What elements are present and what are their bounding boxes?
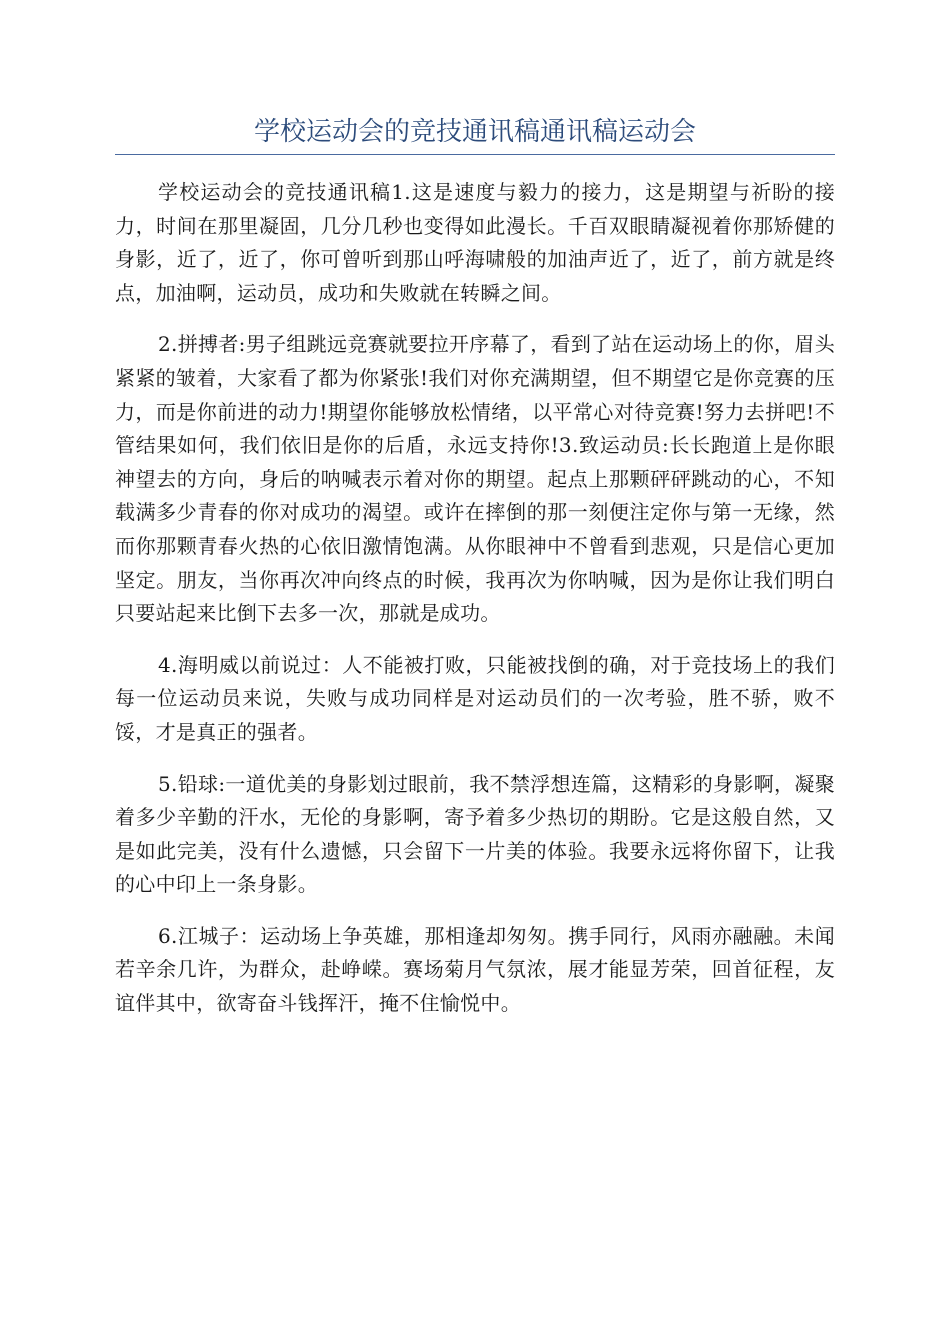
paragraph-4: 5.铅球:一道优美的身影划过眼前，我不禁浮想连篇，这精彩的身影啊，凝聚着多少辛勤的汗水，无伦的身影啊，寄予着多少热切的期盼。它是这般自然，又是如此完美，没有什么遗憾，只会留下一片美的体验。我要永远将你留下，让我的心中印上一条身影。	[115, 771, 835, 897]
paragraph-2: 2.拼搏者:男子组跳远竞赛就要拉开序幕了，看到了站在运动场上的你，眉头紧紧的皱着，大家看了都为你紧张!我们对你充满期望，但不期望它是你竞赛的压力，而是你前进的动力!期望你能够放松情绪，以平常心对待竞赛!努力去拼吧!不管结果如何，我们依旧是你的后盾，永远支持你!3.致运动员:长长跑道上是你眼神望去的方向，身后的呐喊表示着对你的期望。起点上那颗砰砰跳动的心，不知载满多少青春的你对成功的渴望。或许在摔倒的那一刻便注定你与第一无缘，然而你那颗青春火热的心依旧激情饱满。从你眼神中不曾看到悲观，只是信心更加坚定。朋友，当你再次冲向终点的时候，我再次为你呐喊，因为是你让我们明白只要站起来比倒下去多一次，那就是成功。	[115, 332, 835, 626]
paragraph-3: 4.海明威以前说过：人不能被打败，只能被找倒的确，对于竞技场上的我们每一位运动员来说，失败与成功同样是对运动员们的一次考验，胜不骄，败不馁，才是真正的强者。	[115, 652, 835, 744]
document-body	[115, 176, 835, 1039]
page-title: 学校运动会的竞技通讯稿通讯稿运动会	[253, 117, 696, 147]
title-underline	[115, 154, 835, 155]
paragraph-5: 6.江城子：运动场上争英雄，那相逢却匆匆。携手同行，风雨亦融融。未闻若辛余几许，为群众，赴峥嵘。赛场菊月气氛浓，展才能显芳荣，回首征程，友谊伴其中，欲寄奋斗钱挥汗，掩不住愉悦中。	[115, 923, 835, 1016]
paragraph-1: 学校运动会的竞技通讯稿1.这是速度与毅力的接力，这是期望与祈盼的接力，时间在那里凝固，几分几秒也变得如此漫长。千百双眼睛凝视着你那矫健的身影，近了，近了，你可曾听到那山呼海啸般的加油声近了，近了，前方就是终点，加油啊，运动员，成功和失败就在转瞬之间。	[115, 180, 835, 305]
